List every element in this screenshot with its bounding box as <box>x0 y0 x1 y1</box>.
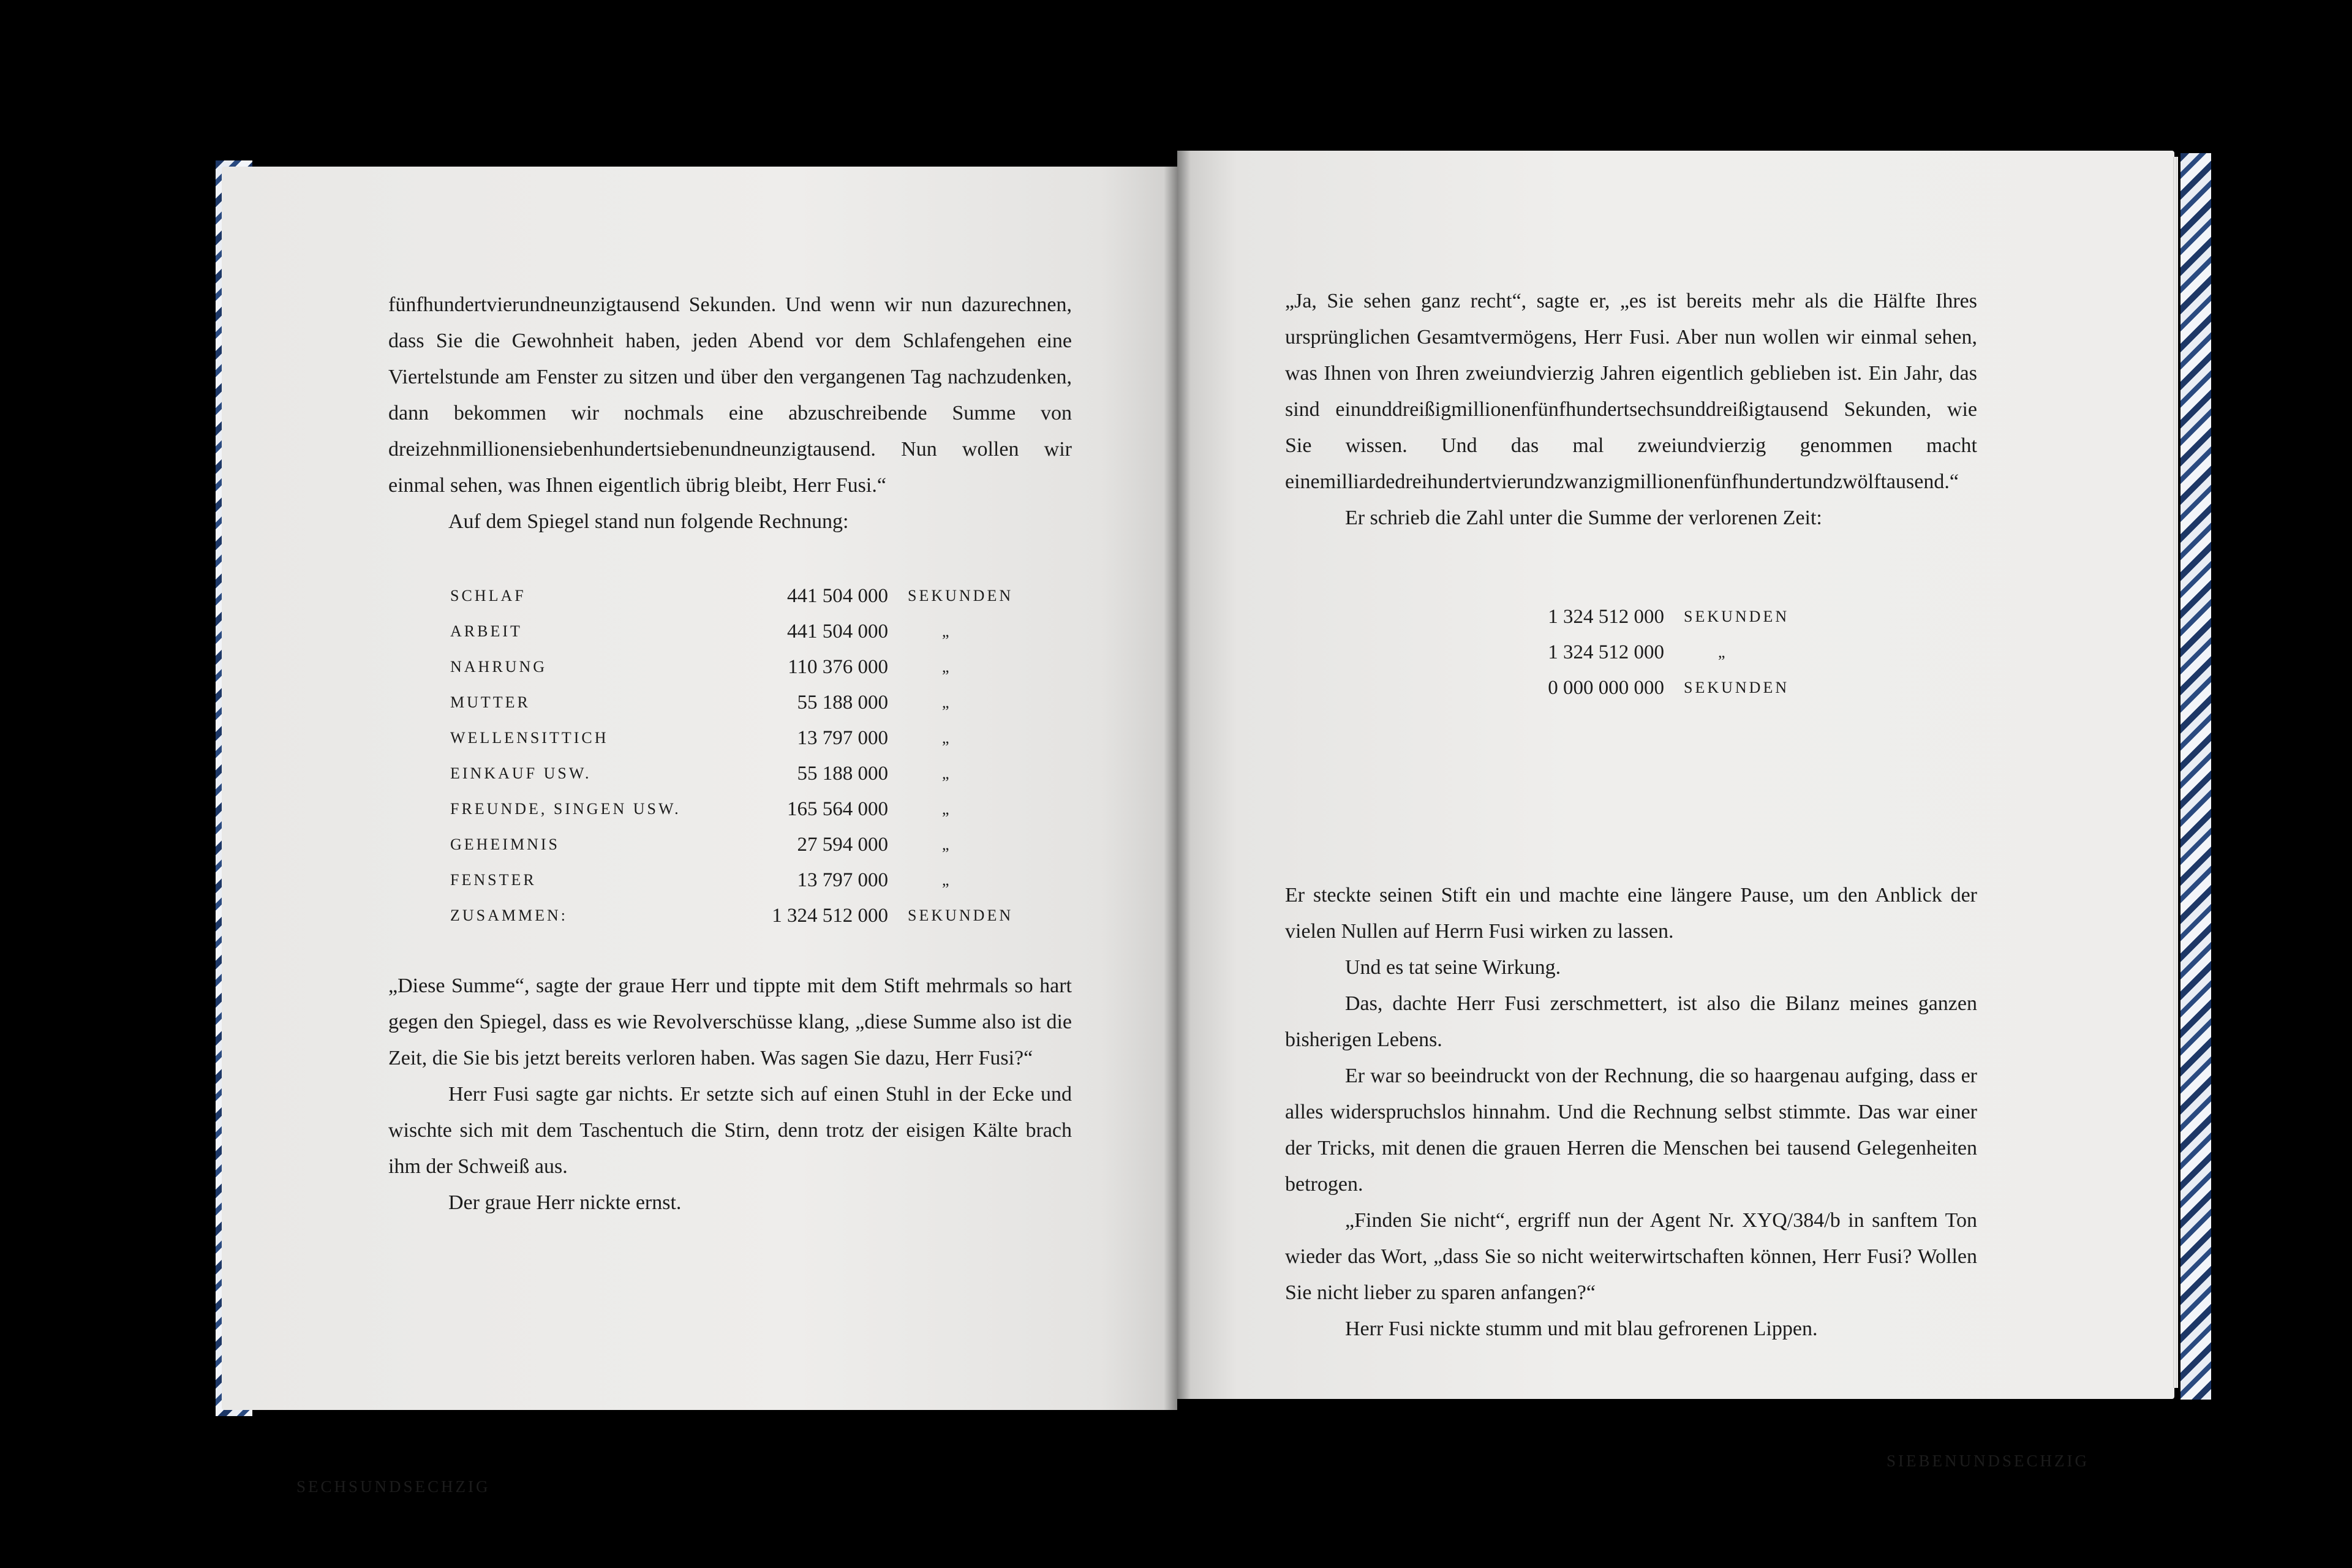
calc-row <box>450 791 1013 827</box>
calc-row-label: NAHRUNG <box>450 658 547 676</box>
right-page-folio: SIEBENUNDSECHZIG <box>1887 1452 2089 1470</box>
right-page-text <box>1285 283 1977 536</box>
calc-row-unit: „ <box>942 658 952 676</box>
left-paragraph-3: „Diese Summe“, sagte der graue Herr und tippte mit dem Stift mehrmals so hart gegen den Spiegel, dass es wie Revolverschüsse klang, „diese Summe also ist die Zeit, die Sie bis jetzt bereits verloren haben. Was sagen Sie dazu, Herr Fusi?“ <box>388 974 1072 1069</box>
calc-row-unit: „ <box>942 729 952 747</box>
right-paragraph-3: Er steckte seinen Stift ein und machte eine längere Pause, um den Anblick der vielen Nullen auf Herrn Fusi wirken zu lassen. <box>1285 884 1977 943</box>
left-page-folio: SECHSUNDSECHZIG <box>296 1477 491 1496</box>
right-page-edge <box>2173 157 2178 1388</box>
left-paragraph-1: fünfhundertvierundneunzigtausend Sekunden. Und wenn wir nun dazurechnen, dass Sie die Gewohnheit haben, jeden Abend vor dem Schlafengehen eine Viertelstunde am Fenster zu sitzen und über den vergangenen Tag nachzudenken, dann bekommen wir nochmals eine abzuschreibende Summe von dreizehnmillionensiebenhundertsiebenundneunzigtausend. Nun wollen wir einmal sehen, was Ihnen eigentlich übrig bleibt, Herr Fusi.“ <box>388 293 1072 497</box>
right-page <box>1177 151 2174 1470</box>
calc-row <box>450 720 1013 756</box>
calc-row-unit: „ <box>942 835 952 853</box>
calc-row-unit: SEKUNDEN <box>1684 679 1790 696</box>
left-paragraph-2: Auf dem Spiegel stand nun folgende Rechnung: <box>448 510 849 533</box>
calc-row-value: 1 324 512 000 <box>772 904 888 927</box>
right-paragraph-5: Das, dachte Herr Fusi zerschmettert, ist also die Bilanz meines ganzen bisherigen Lebens. <box>1285 992 1977 1051</box>
calc-row-value: 110 376 000 <box>788 655 888 678</box>
calc-row-value: 441 504 000 <box>787 620 888 643</box>
calc-row <box>450 827 1013 862</box>
calc-row-label: EINKAUF USW. <box>450 764 592 782</box>
calc-row-unit: „ <box>942 622 952 640</box>
calc-row-value: 55 188 000 <box>797 691 888 714</box>
right-paragraph-2: Er schrieb die Zahl unter die Summe der verlorenen Zeit: <box>1345 507 1822 529</box>
book-cover-right-edge <box>2180 153 2211 1400</box>
calc-row <box>1545 635 1789 670</box>
calc-row-value: 27 594 000 <box>797 833 888 856</box>
calc-row-value: 55 188 000 <box>797 762 888 785</box>
calc-row-value: 0 000 000 000 <box>1548 676 1664 699</box>
calc-row-value: 13 797 000 <box>797 726 888 749</box>
calc-row-unit: SEKUNDEN <box>908 907 1014 924</box>
left-page-text <box>388 287 1072 540</box>
calc-row-label: SCHLAF <box>450 587 526 605</box>
calc-row-label: ZUSAMMEN: <box>450 907 568 924</box>
calc-row <box>1545 599 1789 635</box>
left-paragraph-5: Der graue Herr nickte ernst. <box>448 1191 682 1214</box>
calc-row <box>450 862 1013 898</box>
right-paragraph-8: Herr Fusi nickte stumm und mit blau gefrorenen Lippen. <box>1345 1317 1818 1340</box>
left-page <box>222 167 1177 1496</box>
calc-row-label: FREUNDE, SINGEN USW. <box>450 800 681 818</box>
calc-row-label: FENSTER <box>450 871 537 889</box>
right-paragraph-4: Und es tat seine Wirkung. <box>1345 956 1561 979</box>
calc-row-unit: SEKUNDEN <box>1684 608 1790 625</box>
calc-row-value: 441 504 000 <box>787 584 888 607</box>
calc-row-unit: SEKUNDEN <box>908 587 1014 605</box>
calc-row-unit: „ <box>942 693 952 711</box>
right-paragraph-7: „Finden Sie nicht“, ergriff nun der Agent Nr. XYQ/384/b in sanftem Ton wieder das Wort, „dass Sie so nicht weiterwirtschaften können, Herr Fusi? Wollen Sie nicht lieber zu sparen anfangen?“ <box>1285 1209 1977 1304</box>
calc-row <box>450 614 1013 649</box>
calc-row <box>450 898 1013 933</box>
calc-row-label: ARBEIT <box>450 622 522 640</box>
right-calculation-table <box>1545 599 1789 706</box>
calc-row-unit: „ <box>942 764 952 782</box>
left-page-text-lower <box>388 968 1072 1221</box>
calc-row-unit: „ <box>942 871 952 889</box>
calc-row <box>450 578 1013 614</box>
calc-row-unit: „ <box>942 800 952 818</box>
calc-row-unit: „ <box>1718 643 1728 661</box>
left-calculation-table <box>450 578 1013 933</box>
calc-row-value: 1 324 512 000 <box>1548 641 1664 663</box>
calc-row-value: 165 564 000 <box>787 797 888 820</box>
left-paragraph-4: Herr Fusi sagte gar nichts. Er setzte sich auf einen Stuhl in der Ecke und wischte sich mit dem Taschentuch die Stirn, denn trotz der eisigen Kälte brach ihm der Schweiß aus. <box>388 1083 1072 1178</box>
right-page-text-lower <box>1285 877 1977 1347</box>
calc-row-value: 1 324 512 000 <box>1548 605 1664 628</box>
book-gutter <box>1164 151 1191 1412</box>
calc-row <box>450 649 1013 685</box>
calc-row <box>450 756 1013 791</box>
calc-row-label: MUTTER <box>450 693 530 711</box>
calc-row-label: WELLENSITTICH <box>450 729 609 747</box>
calc-row <box>1545 670 1789 706</box>
right-paragraph-1: „Ja, Sie sehen ganz recht“, sagte er, „es ist bereits mehr als die Hälfte Ihres ursprünglichen Gesamtvermögens, Herr Fusi. Aber nun wollen wir einmal sehen, was Ihnen von Ihren zweiundvierzig Jahren eigentlich geblieben ist. Ein Jahr, das sind einunddreißigmillionenfünfhundertsechsunddreißigtausend Sekunden, wie Sie wissen. Und das mal zweiundvierzig genommen macht einemilliardedreihundertvierundzwanzigmillionenfünfhundertundzwölftausend.“ <box>1285 290 1977 493</box>
right-paragraph-6: Er war so beeindruckt von der Rechnung, die so haargenau aufging, dass er alles widerspruchslos hinnahm. Und die Rechnung selbst stimmte. Das war einer der Tricks, mit denen die grauen Herren die Menschen bei tausend Gelegenheiten betrogen. <box>1285 1065 1977 1196</box>
calc-row-value: 13 797 000 <box>797 869 888 891</box>
calc-row <box>450 685 1013 720</box>
calc-row-label: GEHEIMNIS <box>450 835 560 853</box>
